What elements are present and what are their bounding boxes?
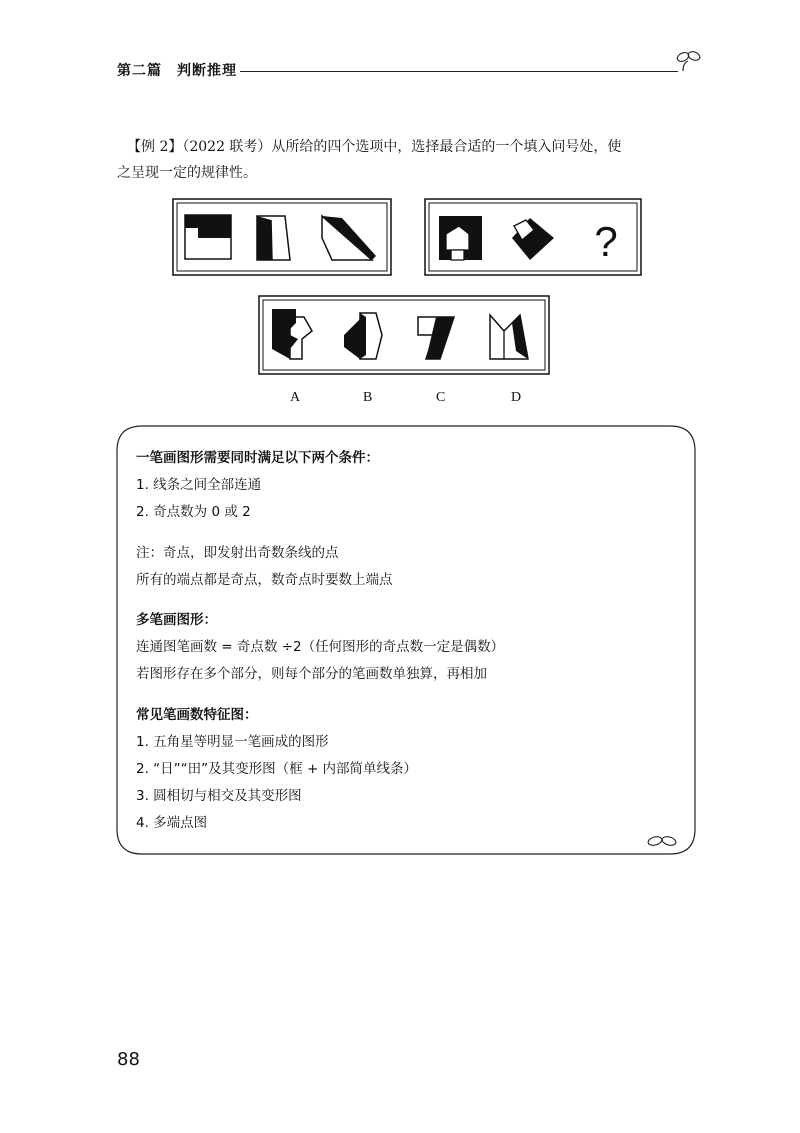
figure-1-1 xyxy=(185,215,231,259)
options-panel xyxy=(258,295,550,375)
option-c-figure xyxy=(418,317,454,359)
sequence-panel-2 xyxy=(424,198,642,276)
sequence-panel-1 xyxy=(172,198,392,276)
option-d-figure xyxy=(490,315,528,359)
header-rule xyxy=(240,71,678,72)
note-line: 所有的端点都是奇点，数奇点时要数上端点 xyxy=(136,572,393,588)
option-a-label: A xyxy=(290,390,301,405)
section3-item: 1. 五角星等明显一笔画成的图形 xyxy=(136,734,329,750)
option-c-label: C xyxy=(436,390,446,405)
running-header-title: 第二篇 判断推理 xyxy=(117,63,237,79)
page-number: 88 xyxy=(117,1049,140,1070)
figure-1-3 xyxy=(322,216,376,260)
note-line: 注：奇点，即发射出奇数条线的点 xyxy=(136,545,339,561)
section3-item: 3. 圆相切与相交及其变形图 xyxy=(136,788,302,804)
option-b-figure xyxy=(344,313,382,359)
sprout-icon xyxy=(675,50,705,74)
section2-heading: 多笔画图形： xyxy=(136,612,217,628)
section3-item: 2. “日”“田”及其变形图（框 + 内部简单线条） xyxy=(136,761,418,777)
question-mark: ? xyxy=(594,218,618,265)
section1-heading: 一笔画图形需要同时满足以下两个条件： xyxy=(136,450,379,466)
figure-1-2 xyxy=(257,216,290,260)
option-d-label: D xyxy=(511,390,522,405)
question-text: 【例 2】（2022 联考）从所给的四个选项中，选择最合适的一个填入问号处，使 xyxy=(127,139,622,155)
option-b-label: B xyxy=(363,390,373,405)
figure-2-1 xyxy=(439,216,482,260)
section2-item: 若图形存在多个部分，则每个部分的笔画数单独算，再相加 xyxy=(136,666,487,682)
section1-item: 1. 线条之间全部连通 xyxy=(136,477,262,493)
leaf-ornament-icon xyxy=(647,835,677,846)
option-a-figure xyxy=(272,309,312,359)
section1-item: 2. 奇点数为 0 或 2 xyxy=(136,504,251,520)
section3-item: 4. 多端点图 xyxy=(136,815,208,831)
section3-heading: 常见笔画数特征图： xyxy=(136,707,258,723)
section2-item: 连通图笔画数 = 奇点数 ÷2（任何图形的奇点数一定是偶数） xyxy=(136,639,505,655)
question-text-continued: 之呈现一定的规律性。 xyxy=(117,165,257,181)
figure-2-2 xyxy=(512,218,554,260)
